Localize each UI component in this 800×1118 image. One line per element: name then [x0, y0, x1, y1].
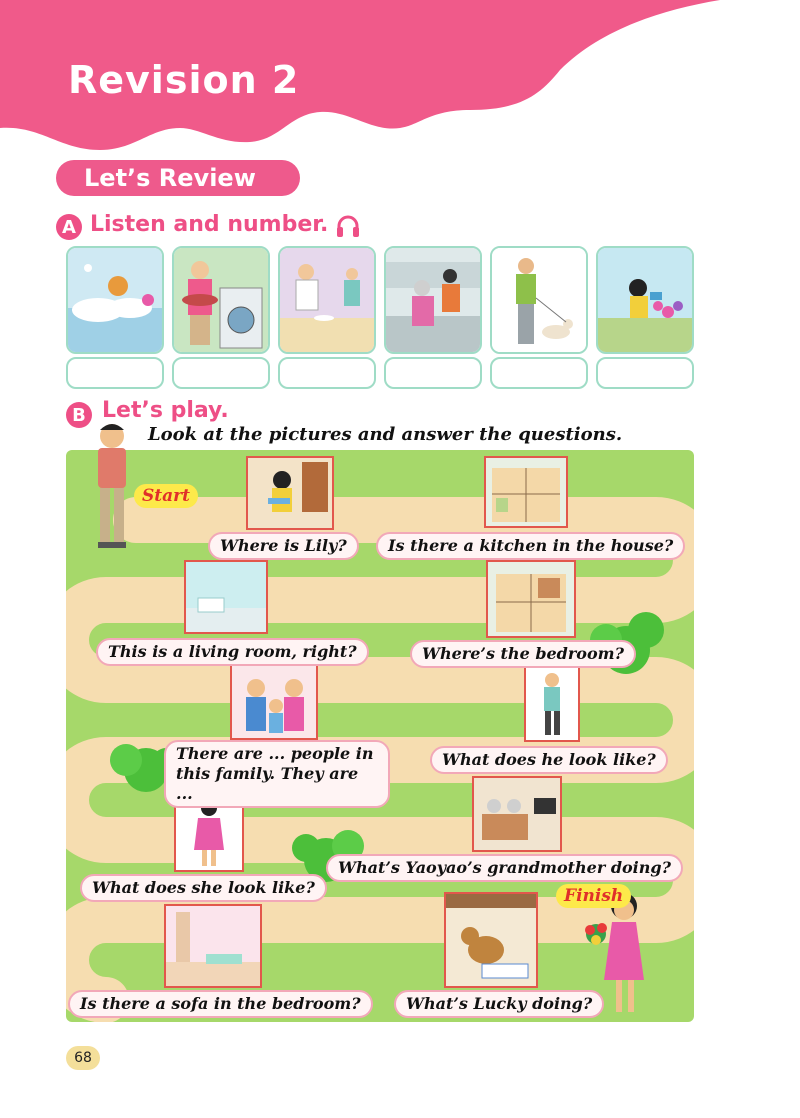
photo-grandma-kitchen [384, 246, 482, 354]
lets-review-label: Let’s Review [84, 164, 256, 192]
lets-review-heading [56, 160, 300, 196]
section-b-title: Let’s play. [102, 398, 229, 423]
question-lucky-doing: What’s Lucky doing? [394, 990, 604, 1018]
section-a-badge: A [56, 214, 82, 240]
answer-box-3[interactable] [278, 357, 376, 389]
instruction-text: Look at the pictures and answer the questions. [148, 424, 623, 445]
pic-living-room [184, 560, 268, 634]
answer-box-4[interactable] [384, 357, 482, 389]
photo-woman-washing-machine [172, 246, 270, 354]
answer-box-5[interactable] [490, 357, 588, 389]
question-grandmother-doing: What’s Yaoyao’s grandmother doing? [326, 854, 683, 882]
question-family-line-1: There are ... people in [176, 744, 374, 763]
pic-house-b [486, 560, 576, 638]
photo-man-cleaning-table [278, 246, 376, 354]
answer-box-2[interactable] [172, 357, 270, 389]
page-title: Revision 2 [68, 58, 300, 102]
question-where-is-lily: Where is Lily? [208, 532, 359, 560]
question-family [164, 740, 390, 808]
answer-box-1[interactable] [66, 357, 164, 389]
page-number: 68 [66, 1046, 100, 1070]
start-label: Start [134, 484, 198, 508]
finish-label: Finish [556, 884, 631, 908]
question-he-look-like: What does he look like? [430, 746, 668, 774]
question-living-room: This is a living room, right? [96, 638, 369, 666]
question-family-line-2: this family. They are ... [176, 764, 359, 803]
photo-cat-bathtub [66, 246, 164, 354]
section-a-title: Listen and number. [90, 212, 329, 237]
answer-box-6[interactable] [596, 357, 694, 389]
pic-house-a [484, 456, 568, 528]
question-where-bedroom: Where’s the bedroom? [410, 640, 636, 668]
question-she-look-like: What does she look like? [80, 874, 327, 902]
section-b-badge: B [66, 402, 92, 428]
question-sofa-bedroom: Is there a sofa in the bedroom? [68, 990, 373, 1018]
pic-boy-standing [524, 666, 580, 742]
pic-bedroom [164, 904, 262, 988]
pic-grandparents-tv [472, 776, 562, 852]
headphones-icon[interactable] [334, 212, 362, 240]
question-kitchen-in-house: Is there a kitchen in the house? [376, 532, 685, 560]
pic-lily-reading [246, 456, 334, 530]
photo-girl-watering-flowers [596, 246, 694, 354]
pic-dog-book [444, 892, 538, 988]
boy-character [88, 420, 136, 552]
photo-man-walking-dog [490, 246, 588, 354]
pic-family [230, 664, 318, 740]
